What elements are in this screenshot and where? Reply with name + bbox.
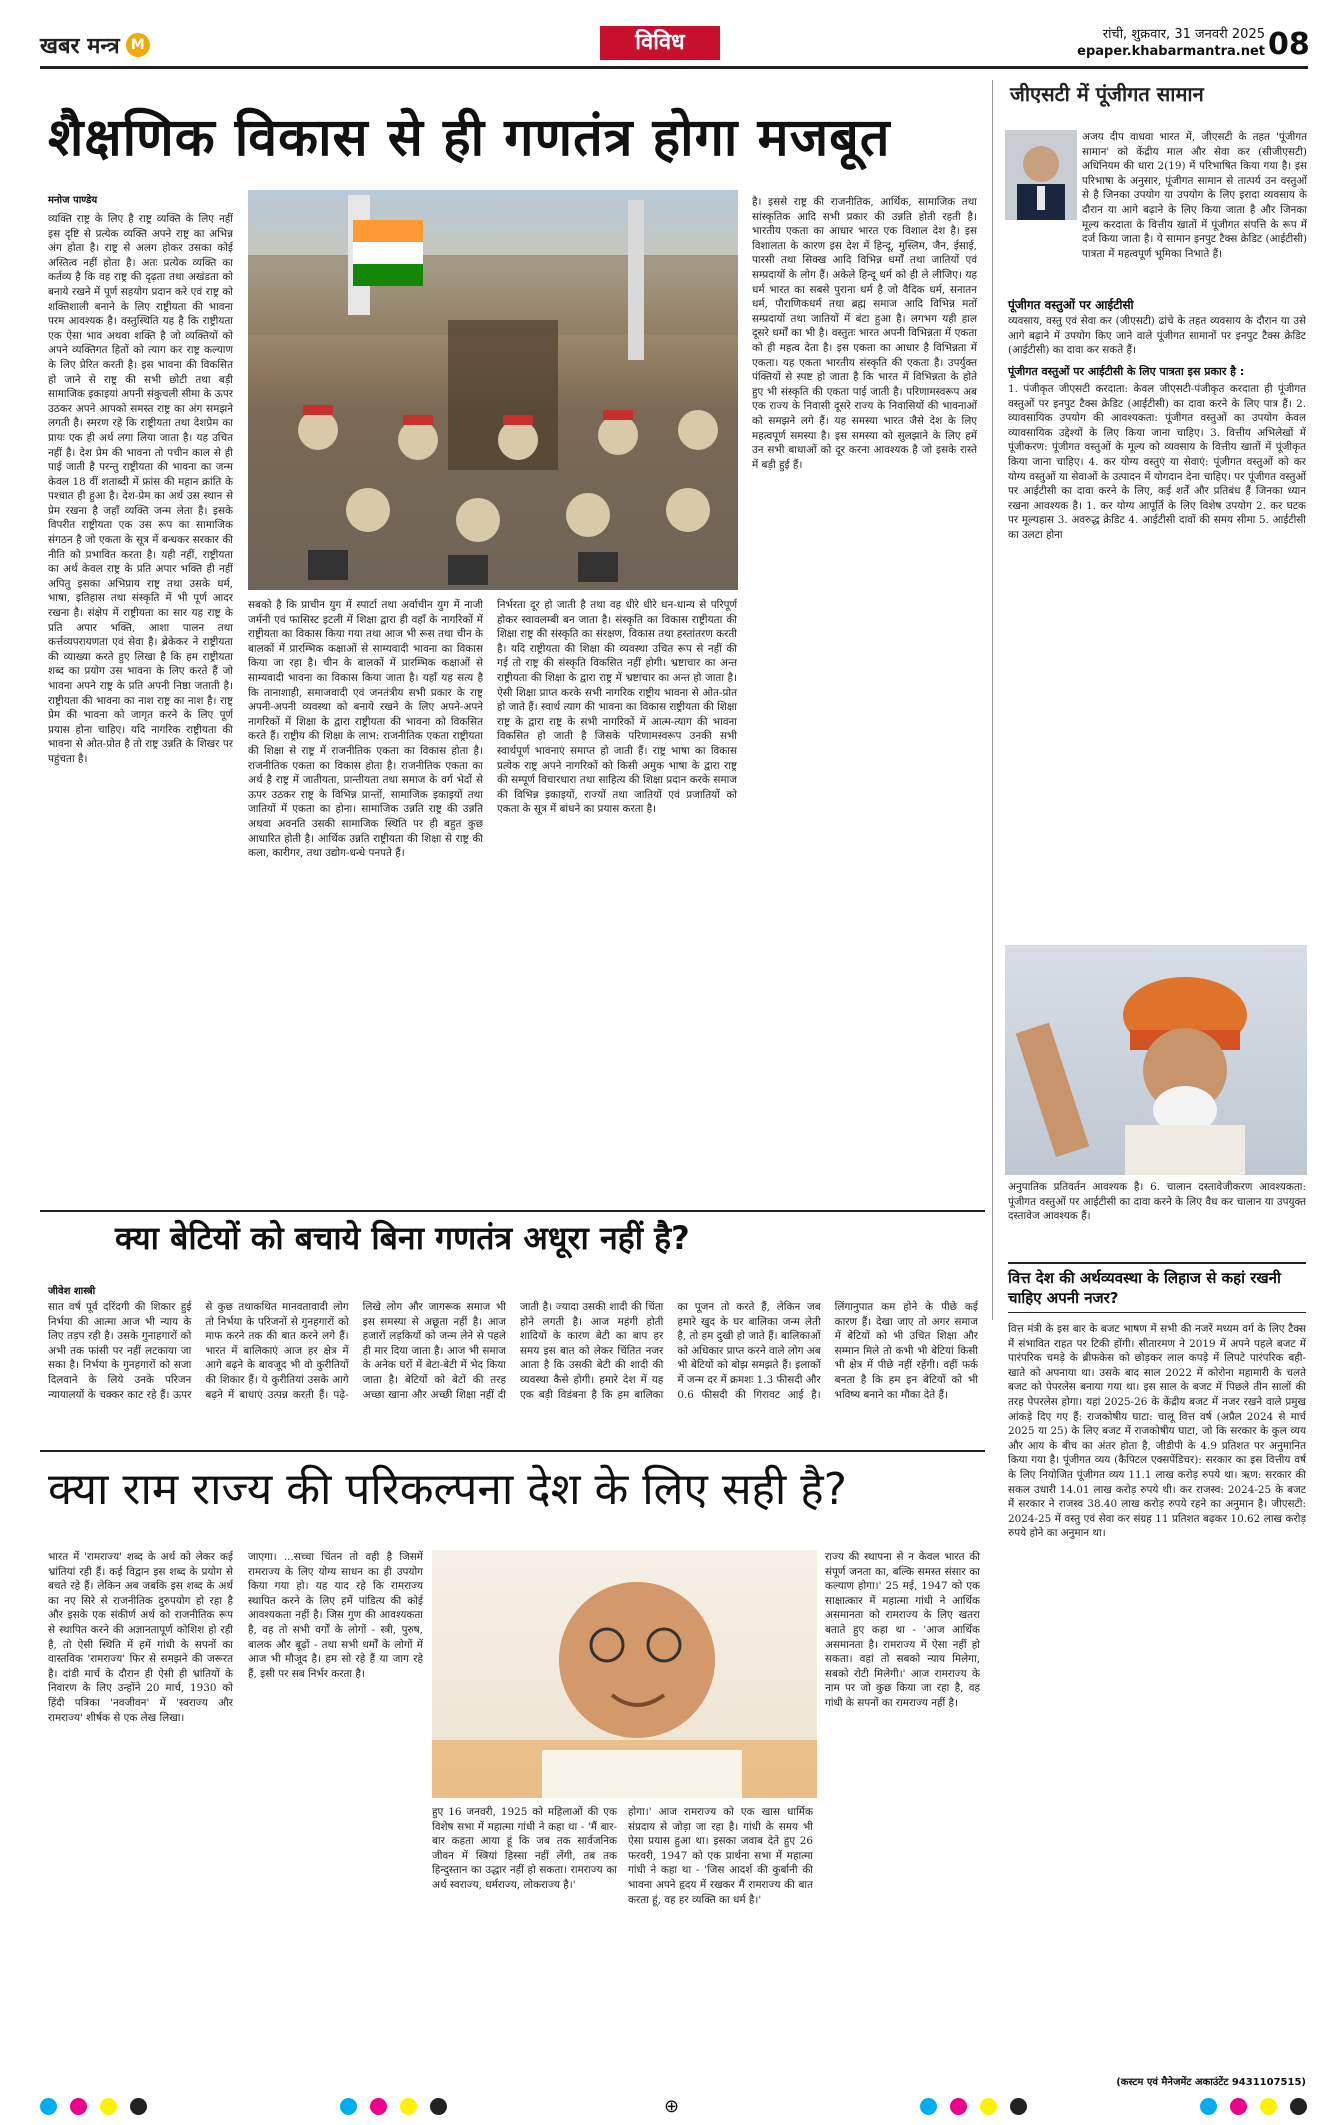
registration-mark-icon [980,2098,997,2115]
article1-col4: है। इससे राष्ट्र की राजनीतिक, आर्थिक, सामाजिक तथा सांस्कृतिक आदि सभी प्रकार की उन्नति होती रहती है। भारतीय एकता का आधार भारत एक विशाल देश है। इस विशालता के कारण इस देश में हिन्दू, मुस्लिम, जैन, ईसाई, पारसी तथा सिक्ख आदि विभिन्न धर्मों तथा जातियों एवं सम्प्रदायों के लोग हैं। अकेले हिन्दू धर्म को ही ले लीजिए। यह धर्म भारत का सबसे पुराना धर्म है जो वैदिक धर्म, सनातन धर्म, पौराणिकधर्म तथा ब्रह्म समाज आदि विभिन्न मतों सम्प्रदायों तथा जातियों में बंटा हुआ है। लगभग यही हाल दूसरे धर्मों का भी है। वस्तुतः भारत अपनी विभिन्नता में एकता को ही महत्व देता है। इस एकता का आधार है विभिन्नता में एकता। यह एकता भारतीय संस्कृति की एकता है। उपर्युक्त पंक्तियों से स्पष्ट हो जाता है कि भारत में विभिन्नता के होते हुए भी संस्कृति की एकता पाई जाती है। परिणामस्वरूप अब एक राज्य के निवासी दूसरे राज्य के निवासियों की भावनाओं को समझने लगे हैं। यह समस्या भारत जैसे देश के लिए महत्वपूर्ण समस्या है। इस समस्या को सुलझाने के लिए हमें उन सभी बाधाओं को दूर करना आवश्यक है जो इसके रास्ते में बड़ी हुई हैं। [752,196,977,471]
article3-col3: हुए 16 जनवरी, 1925 को महिलाओं की एक विशेष सभा में महात्मा गांधी ने कहा था - 'मैं बार-बार कहता आया हूं कि जब तक सार्वजनिक जीवन में स्त्रियां हिस्सा नहीं लेंगी, तब तक हिन्दुस्तान का उद्धार नहीं हो सकता। रामराज्य का अर्थ स्वराज्य, धर्मराज्य, लोकराज्य है।' [432,1806,617,1891]
registration-mark-icon [40,2098,57,2115]
gst-list: 1. पंजीकृत जीएसटी करदाता: केवल जीएसटी-पंजीकृत करदाता ही पूंजीगत वस्तुओं पर इनपुट टैक्स क्रेडिट (आईटीसी) का दावा करने के लिए पात्र हैं। 2. व्यावसायिक उपयोग की आवश्यकता: पूंजीगत वस्तुओं का उपयोग केवल व्यावसायिक उद्देश्यों के लिए किया जाना चाहिए। 3. वित्तीय अभिलेखों में पूंजीकरण: पूंजीगत वस्तुओं के मूल्य को व्यवसाय के वित्तीय खातों में पूंजीकृत किया जाना चाहिए। 4. कर योग्य वस्तुएं या सेवाएं: पूंजीगत वस्तुओं को कर योग्य वस्तुओं या सेवाओं के उत्पादन में योगदान देना चाहिए। पर पूंजीगत वस्तुओं पर आईटीसी का दावा करने के लिए, कई शर्तें और प्रतिबंध हैं जिनका ध्यान रखना आवश्यक है। 1. कर योग्य आपूर्ति के लिए विशेष उपयोग 2. कर घटक पर मूल्यहास 3. अवरुद्ध क्रेडिट 4. आईटीसी दावों की समय सीमा 5. आईटीसी का उलटा होना [1008,383,1306,541]
registration-mark-icon [920,2098,937,2115]
budget-body: वित्त मंत्री के इस बार के बजट भाषण में सभी की नजरें मध्यम वर्ग के लिए टैक्स में संभावित राहत पर टिकी होंगी। सीतारमण ने 2019 में अपने पहले बजट में पारंपरिक चमड़े के ब्रीफकेस को छोड़कर लाल कपड़े में लिपटे पारंपरिक बही-खाते को अपनाया था। उसके बाद साल 2022 में कोरोना महामारी के चलते बजट को पेपरलेस बनाया गया था। इस साल के बजट में पिछले तीन सालों की तरह पेपरलेस होगा। यहां 2025-26 के केंद्रीय बजट में नजर रखने वाले प्रमुख आंकड़े दिए गए हैं: राजकोषीय घाटा: चालू वित्त वर्ष (अप्रैल 2024 से मार्च 2025 या 25) के लिए बजट में राजकोषीय घाटा, जो कि सरकार के कुल व्यय और आय के बीच का अंतर होता है, जीडीपी के 4.9 प्रतिशत पर अनुमानित किया गया है। पूंजीगत व्यय (कैपिटल एक्सपेंडिचर): सरकार का इस वित्तीय वर्ष के लिए नियोजित पूंजीगत व्यय 11.1 लाख करोड़ रुपये था। ऋण: सरकार की सकल उधारी 14.01 लाख करोड़ रुपये थी। कर राजस्व: 2024-25 के बजट में सरकार ने राजस्व 38.40 लाख करोड़ रुपये रहने का अनुमान है। जीएसटी: 2024-25 में वस्तु एवं सेवा कर संग्रह 11 प्रतिशत बढ़कर 10.62 लाख करोड़ रुपये होने का अनुमान था। [1008,1323,1306,1540]
gst-tail: अनुपातिक प्रतिवर्तन आवश्यक है। 6. चालान दस्तावेजीकरण आवश्यकता: पूंजीगत वस्तुओं पर आईटीसी का दावा करने के लिए वैध कर चालान या उपयुक्त दस्तावेज आवश्यक हैं। [1008,1181,1306,1223]
article3-top-rule [40,1450,985,1452]
gandhi-photo [432,1550,817,1798]
article3-headline: क्या राम राज्य की परिकल्पना देश के लिए सही है? [48,1464,848,1515]
article1-headline: शैक्षणिक विकास से ही गणतंत्र होगा मजबूत [48,108,891,168]
dateline-block [1075,26,1265,60]
section-label [600,26,720,60]
article1-col3: निर्भरता दूर हो जाती है तथा वह धीरे धीरे धन-धान्य से परिपूर्ण होकर स्वावलम्बी बन जाता है। संस्कृति का विकास राष्ट्रीयता की शिक्षा राष्ट्र की संस्कृति का संरक्षण, विकास तथा हस्तांतरण करती है। यदि राष्ट्रीयता की शिक्षा की व्यवस्था उचित रूप से नहीं की गई तो राष्ट्र की संस्कृति विकसित नहीं होगी। भ्रष्टाचार का अन्त राष्ट्रीयता की शिक्षा के द्वारा राष्ट्र में भ्रष्टाचार का अन्त हो जाता है। ऐसी शिक्षा प्राप्त करके सभी नागरिक राष्ट्रीय भावना से ओत-प्रोत हो जाते हैं। स्वार्थ त्याग की भावना का विकास राष्ट्रीयता की शिक्षा राष्ट्र के द्वारा राष्ट्र के सभी नागरिकों में आत्म-त्याग की भावना विकसित हो जाती है जिसके परिणामस्वरूप उनकी सभी स्वार्थपूर्ण भावनाएं समाप्त हो जाती हैं। राष्ट्र भाषा का विकास प्रत्येक राष्ट्र अपने नागरिकों को किसी अमुक भाषा के द्वारा राष्ट्र की सम्पूर्ण विचारधारा तथा साहित्य की शिक्षा प्रदान करके समाज की विभिन्न इकाइयों, राज्यों तथा जातियों एवं प्रजातियों को एकता के सूत्र में बांधने का प्रयास करता है। [497,599,737,816]
registration-mark-icon [1260,2098,1277,2115]
registration-mark-icon [70,2098,87,2115]
leader-photo [1005,945,1307,1175]
article1-col2: सबको है कि प्राचीन युग में स्पार्टा तथा अर्वाचीन युग में नाजी जर्मनी एवं फासिस्ट इटली में शिक्षा द्वारा ही वहाँ के नागरिकों में राष्ट्रीयता का विकास किया गया तथा आज भी रूस तथा चीन के बालकों में प्रारम्भिक कक्षाओं से साम्यवादी भावना का विकास किया जा रहा है। चीन के बालकों में प्रारम्भिक कक्षाओं से साम्यवादी भावना का विकास किया जाता है। यहाँ यह सत्य है कि तानाशाही, समाजवादी एवं जनतंत्रीय सभी प्रकार के राष्ट्र अपनी-अपनी व्यवस्था को बनाये रखने के लिए अपने-अपने नागरिकों में शिक्षा के द्वारा राष्ट्रीयता की भावना को विकसित करते हैं। राष्ट्रीय की शिक्षा के लाभ: राजनीतिक एकता राष्ट्रीयता की शिक्षा से राष्ट्र में राजनीतिक एकता का विकास होता है। राजनीतिक एकता का विकास होता है। राजनीतिक एकता का अर्थ है राष्ट्र में जातीयता, प्रान्तीयता तथा समाज के वर्ग भेदों से ऊपर उठकर राष्ट्र के विभिन्न प्रान्तों, सामाजिक इकाइयों तथा जातियों में एकता का होना। सामाजिक उन्नति राष्ट्र की उन्नति अथवा अवनति उसकी सामाजिक स्थिति पर ही बहुत कुछ आधारित होती है। आर्थिक उन्नति राष्ट्रीयता की शिक्षा से राष्ट्र की कला, कारीगर, तथा उद्योग-धन्धे पनपते हैं। [248,599,483,860]
gst-headline: जीएसटी में पूंजीगत सामान [1010,82,1204,106]
brand-logo [40,30,150,60]
article2-top-rule [40,1210,985,1212]
col-divider [992,80,993,1320]
registration-mark-icon [1010,2098,1027,2115]
registration-mark-icon [340,2098,357,2115]
gst-para1: व्यवसाय, वस्तु एवं सेवा कर (जीएसटी) ढांचे के तहत व्यवसाय के दौरान या उसे आगे बढ़ाने में उपयोग किए जाने वाले पूंजीगत सामानों पर इनपुट टैक्स क्रेडिट (आईटीसी) का दावा कर सकते हैं। [1008,315,1306,357]
article2-body: सात वर्ष पूर्व दरिंदगी की शिकार हुई निर्भया की आत्मा आज भी न्याय के लिए तड़प रही है। उसके गुनाहगारों को अभी तक फांसी पर नहीं लटकाया जा सका है। निर्भया के गुनहगारों को सजा दिलवाने के लिये उनके परिजन न्यायालयों के चक्कर काट रहे हैं। ऊपर से कुछ तथाकथित मानवतावादी लोग तो निर्भया के परिजनों से गुनहगारों को माफ करने तक की बात करने लगे हैं। भारत में बालिकाएं आज हर क्षेत्र में आगे बढ़ने के बावजूद भी वो कुरीतियों की शिकार हैं। ये कुरीतियां उसके आगे बढ़ने में बाधाएं उत्पन्न करती हैं। पढ़े-लिखे लोग और जागरूक समाज भी इस समस्या से अछूता नहीं है। आज हजारों लड़कियों को जन्म लेने से पहले ही मार दिया जाता है। आज भी समाज के अनेक घरों में बेटा-बेटी में भेद किया जाता है। बेटियों को बेटों की तरह अच्छा खाना और अच्छी शिक्षा नहीं दी जाती है। ज्यादा उसकी शादी की चिंता होने लगती है। आज महंगी होती शादियों के कारण बेटी का बाप हर समय इस बात को लेकर चिंतित नजर आता है कि उसकी बेटी की शादी की व्यवस्था कैसे होगी। हमारे देश में यह एक बड़ी विडंबना है कि हम बालिका का पूजन तो करते हैं, लेकिन जब हमारे खुद के घर बालिका जन्म लेती है, तो हम दुखी हो जाते हैं। बालिकाओं को अधिकार प्राप्त करने वाले लोग अब भी बेटियों को बोझ समझते हैं। इलाकों में जन्म दर में क्रमशः 1.3 फीसदी और 0.6 फीसदी की गिरावट आई है। लिंगानुपात कम होने के पीछे कई कारण हैं। देखा जाए तो अगर समाज में बेटियों को भी उचित शिक्षा और सम्मान मिले तो कभी भी बेटियां किसी भी क्षेत्र में पीछे नहीं रहेंगी। वहीं फर्क बनता है कि हम इन बेटियों को भी भविष्य बनाने का मौका देते हैं। [48,1301,978,1401]
website: epaper.khabarmantra.net [1077,44,1265,59]
article2-byline: जीवेश शास्त्री [48,1286,96,1297]
brand-icon: M [126,33,150,57]
registration-mark-icon [1200,2098,1217,2115]
article3-col5: राज्य की स्थापना से न केवल भारत की संपूर्ण जनता का, बल्कि समस्त संसार का कल्याण होगा।' 25 मई, 1947 को एक साक्षात्कार में महात्मा गांधी ने आर्थिक असमानता को रामराज्य के लिए खतरा बताते हुए कहा था - 'आज आर्थिक असमानता है। रामराज्य में ऐसा नहीं हो सकता। वहां तो सबको न्याय मिलेगा, सबको रोटी मिलेगी।' आज रामराज्य के नाम पर जो कुछ किया जा रहा है, वह गांधी के सपनों का रामराज्य नहीं है। [825,1551,980,1709]
print-marks [40,2098,1308,2118]
registration-mark-icon [430,2098,447,2115]
gst-sub1: पूंजीगत वस्तुओं पर आईटीसी [1008,298,1134,312]
brand-name: खबर मन्त्र [40,34,120,59]
article2-headline: क्या बेटियों को बचाये बिना गणतंत्र अधूरा नहीं है? [115,1219,690,1257]
budget-signoff: (कस्टम एवं मैनेजमेंट अकाउंटेंट 9431107515) [1116,2077,1306,2088]
parade-image [248,190,738,590]
article3-col4: होगा।' आज रामराज्य को एक खास धार्मिक संप्रदाय से जोड़ा जा रहा है। गांधी के समय भी ऐसा प्रयास हुआ था। इसका जवाब देते हुए 26 फरवरी, 1947 को एक प्रार्थना सभा में महात्मा गांधी ने कहा था - 'जिस आदर्श की कुर्बानी की भावना अपने हृदय में रखकर मैं रामराज्य की बात करता हूं, वह हर व्यक्ति का धर्म है।' [628,1806,813,1906]
parade-photo [248,190,738,590]
registration-mark-icon [130,2098,147,2115]
article3-col1: भारत में 'रामराज्य' शब्द के अर्थ को लेकर कई भ्रांतियां रही हैं। कई विद्वान इस शब्द के प्रयोग से बचते रहे हैं। लेकिन अब जबकि इस शब्द के अर्थ का नए सिरे से राजनीतिक दुरुपयोग हो रहा है और इसके एक संकीर्ण अर्थ को राजनीतिक रूप से स्थापित करने की अज्ञानतापूर्ण कोशिश हो रही है, तो ऐसी स्थिति में हमें गांधी के सपनों का वास्तविक 'रामराज्य' फिर से समझने की जरूरत है। दांडी मार्च के दौरान ही ऐसी ही भ्रांतियों के निवारण के लिए उन्होंने 20 मार्च, 1930 को हिंदी पत्रिका 'नवजीवन' में 'स्वराज्य और रामराज्य' शीर्षक से एक लेख लिखा। [48,1551,233,1724]
registration-mark-icon [950,2098,967,2115]
article1-col1: व्यक्ति राष्ट्र के लिए है राष्ट्र व्यक्ति के लिए नहीं इस दृष्टि से प्रत्येक व्यक्ति अपने राष्ट्र का अभिन्न अंग होता है। राष्ट्र से अलग होकर उसका कोई अस्तित्व नहीं होता है। अतः प्रत्येक व्यक्ति का कर्तव्य है कि वह राष्ट्र की दृढ़ता तथा अखंडता को बनाये रखने में पूर्ण सहयोग प्रदान करे एवं राष्ट्र को शक्तिशाली बनाने के लिए राष्ट्रीयता की भावना परम आवश्यक है। वस्तुस्थिति यह है कि राष्ट्रीयता एक ऐसा भाव अथवा शक्ति है जो व्यक्तियों को अपने व्यक्तिगत हितों को त्याग कर राष्ट्र कल्याण के लिए प्रेरित करती है। इस भावना की विकसित हो जाने से राष्ट्र की सभी छोटी तथा बड़ी सामाजिक इकाइयां अपनी संकुचली सीमा के ऊपर उठकर अपने आपको समस्त राष्ट्र का अंग समझने लगती है। स्मरण रहे कि राष्ट्रीयता तथा देशप्रेम का प्रायः एक ही अर्थ लगा लिया जाता है। यह उचित नहीं है। देश प्रेम की भावना तो पचीन काल से ही पाई जाती है परन्तु राष्ट्रीयता की भावना का जन्म केवल 18 वीं शताब्दी में फ्रांस की महान क्रांति के पश्चात ही हुआ है। देश-प्रेम का अर्थ उस स्थान से प्रेम रखना है जहाँ व्यक्ति जन्म लेता है। इसके विपरीत राष्ट्रीयता एक उस रूप का सामाजिक संगठन है जो एकता के सूत्र में बन्धकर सरकार की नीति को प्रभावित करता है। यही नहीं, राष्ट्रीयता का अर्थ केवल राष्ट्र के प्रति अपार भक्ति ही नहीं अपितु इसका अभिप्राय राष्ट्र तथा उसके धर्म, भाषा, इतिहास तथा संस्कृति में भी पूर्ण आदर रखना है। संक्षेप में राष्ट्रीयता का सार यह राष्ट्र के प्रति अपार भक्ति, आशा पालन तथा कर्त्तव्यपरायणता एवं सेवा है। ब्रेकेकर ने राष्ट्रीयता की व्याख्या करते हुए लिखा है कि हम राष्ट्रीयता शब्द का प्रयोग उस भावना के लिए करते हैं जो भावना अपने राष्ट्र के प्रति अपनी निष्ठा जताती है। राष्ट्रीयता की भावना का नाश राष्ट्र का नाश है। राष्ट्र प्रेम की भावना को जागृत करने के लिए पूर्ण प्रयास होना चाहिए। यदि नागरिक राष्ट्रीयता की भावना से ओत-प्रोत है तो राष्ट्र उन्नति के शिखर पर पहुंचता है। [48,213,233,765]
registration-mark-icon [100,2098,117,2115]
author-photo [1005,130,1077,220]
article1-byline: मनोज पाण्डेय [48,195,98,206]
registration-mark-icon [400,2098,417,2115]
registration-mark-icon [1230,2098,1247,2115]
gst-sub2: पूंजीगत वस्तुओं पर आईटीसी के लिए पात्रता इस प्रकार है : [1008,365,1245,378]
gst-intro: अजय दीप वाधवा भारत में, जीएसटी के तहत 'पूंजीगत सामान' को केंद्रीय माल और सेवा कर (सीजीएसटी) अधिनियम की धारा 2(19) में परिभाषित किया गया है। इस परिभाषा के अनुसार, पूंजीगत सामान से तात्पर्य उन वस्तुओं से है जिनका उपयोग या उपयोग के लिए इरादा व्यवसाय के दौरान या आगे बढ़ाने के लिए किया जाता है और जिनका मूल्य करदाता के वित्तीय खातों में पूंजीगत संपत्ति के रूप में दर्ज किया जाता है। ये सामान इनपुट टैक्स क्रेडिट (आईटीसी) पात्रता में महत्वपूर्ण भूमिका निभाते हैं। [1082,131,1307,260]
registration-mark-icon [370,2098,387,2115]
masthead-rule [40,66,1308,69]
page-number: 08 [1268,27,1310,62]
budget-headline: वित्त देश की अर्थव्यवस्था के लिहाज से कहां रखनी चाहिए अपनी नजर? [1008,1262,1306,1313]
masthead [0,0,1324,70]
dateline: रांची, शुक्रवार, 31 जनवरी 2025 [1102,27,1265,42]
registration-mark-icon [1290,2098,1307,2115]
article3-col2: जाएगा। ...सच्चा चिंतन तो वही है जिसमें रामराज्य के लिए योग्य साधन का ही उपयोग किया गया हो। यह याद रहे कि रामराज्य स्थापित करने के लिए हमें पांडित्य की कोई आवश्यकता नहीं है। जिस गुण की आवश्यकता है, वह तो सभी वर्गों के लोगों - स्त्री, पुरुष, बालक और बूढ़ों - तथा सभी धर्मों के लोगों में आज भी मौजूद है। हम सो रहे हैं या जाग रहे हैं, इसी पर सब निर्भर करता है। [248,1551,423,1680]
section-name: विविध [635,30,685,55]
crosshair-icon: ⊕ [664,2096,680,2117]
